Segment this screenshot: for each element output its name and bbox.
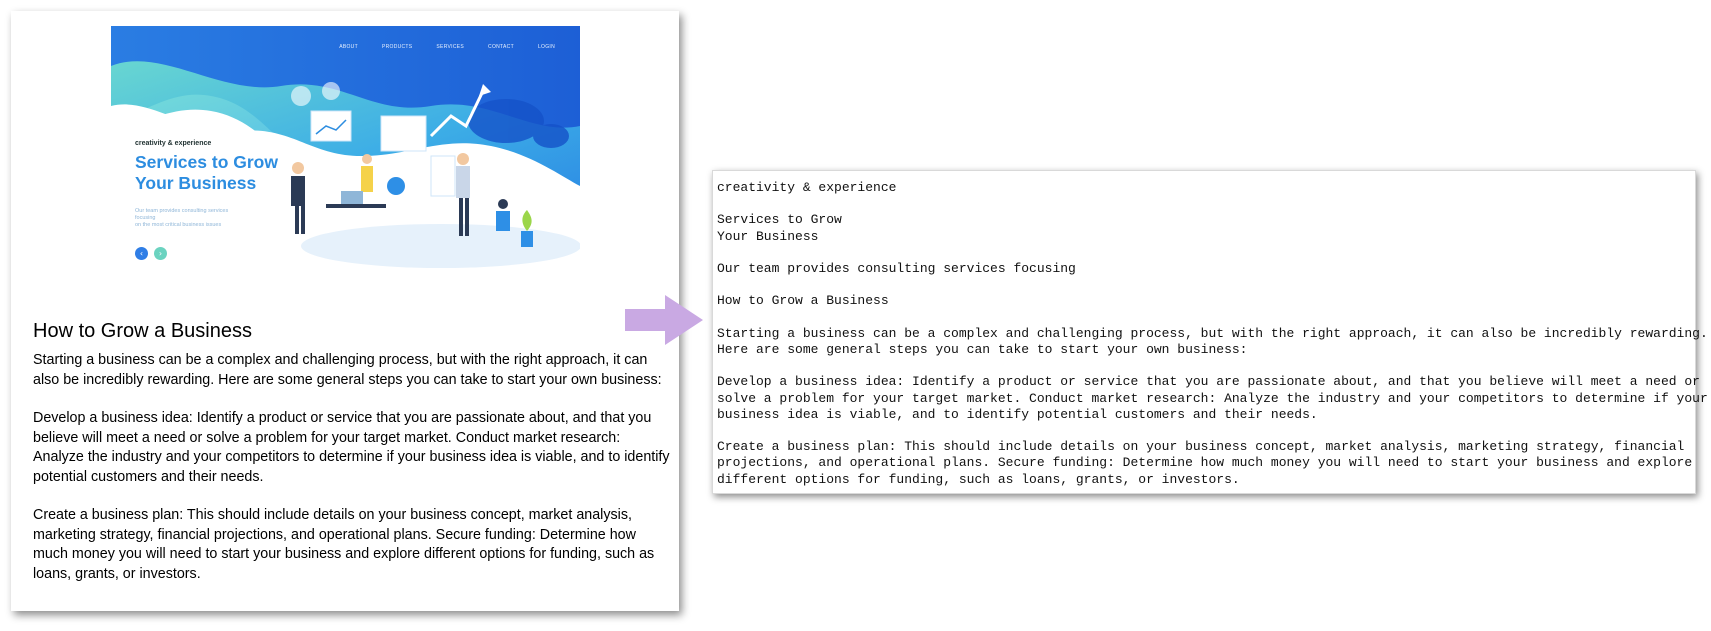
carousel-next-button[interactable]: › xyxy=(154,247,167,260)
carousel-prev-button[interactable]: ‹ xyxy=(135,247,148,260)
output-p2-line-1: Develop a business idea: Identify a product or service that you are passionate about, and that you believe will meet a need or xyxy=(717,374,1700,390)
nav-link-contact[interactable]: CONTACT xyxy=(488,44,514,50)
output-description: Our team provides consulting services focusing xyxy=(717,260,1076,276)
hero-description-line-2: on the most critical business issues xyxy=(135,222,222,228)
extracted-text-panel xyxy=(712,170,1708,494)
nav-link-products[interactable]: PRODUCTS xyxy=(381,44,413,50)
article-paragraph-1: Starting a business can be a complex and challenging process, but with the right approach, it can also be incredibly rewarding. Here are some general steps you can take to start your own business: xyxy=(33,352,662,388)
article-paragraph-3: Create a business plan: This should include details on your business concept, market analysis, marketing strategy, financial projections, and operational plans. Secure funding: Determine how much money you will need to start your business and explore different options for funding, such as loans, grants, or investors. xyxy=(33,507,655,582)
output-kicker: creativity & experience xyxy=(717,180,897,195)
carousel-controls xyxy=(135,247,167,260)
hero-title-line-1: Services to Grow xyxy=(135,152,278,172)
output-p2-line-3: business idea is viable, and to identify potential customers and their needs. xyxy=(717,406,1318,422)
rendered-page-card xyxy=(11,11,679,611)
nav-link-services[interactable]: SERVICES xyxy=(436,44,465,50)
hero-description xyxy=(135,208,245,229)
hero-nav xyxy=(339,44,555,50)
article-heading: How to Grow a Business xyxy=(33,320,252,342)
hero-kicker: creativity & experience xyxy=(135,140,212,147)
nav-link-login[interactable]: LOGIN xyxy=(537,44,555,50)
extracted-text xyxy=(717,180,1708,488)
hero-description-line-1: Our team provides consulting services focusing xyxy=(135,208,229,221)
output-title-line-1: Services to Grow xyxy=(717,212,842,228)
output-p1-line-2: Here are some general steps you can take to start your own business: xyxy=(717,341,1248,357)
article-paragraph-2: Develop a business idea: Identify a product or service that you are passionate about, and that you believe will meet a need or solve a problem for your target market. Conduct market research: Analyze the industry and your competitors to determine if your business idea is viable, and to identify potential customers and their needs. xyxy=(33,410,670,485)
hero-title-line-2: Your Business xyxy=(135,173,257,193)
right-arrow-icon xyxy=(625,295,703,350)
hero-text xyxy=(135,140,295,229)
output-title-line-2: Your Business xyxy=(717,228,819,244)
output-p3-line-2: projections, and operational plans. Secure funding: Determine how much money you will need to start your business and explore xyxy=(717,455,1693,471)
output-p1-line-1: Starting a business can be a complex and challenging process, but with the right approach, it can also be incredibly rewarding. xyxy=(717,325,1708,341)
output-p2-line-2: solve a problem for your target market. Conduct market research: Analyze the industry and your competitors to determine if your xyxy=(717,390,1708,406)
hero-title xyxy=(135,152,295,194)
output-p3-line-1: Create a business plan: This should include details on your business concept, market analysis, marketing strategy, financial xyxy=(717,439,1685,455)
output-p3-line-3: different options for funding, such as loans, grants, or investors. xyxy=(717,471,1240,487)
nav-link-about[interactable]: ABOUT xyxy=(339,44,358,50)
output-heading: How to Grow a Business xyxy=(717,293,889,309)
article xyxy=(33,320,673,603)
hero-banner xyxy=(111,26,580,278)
